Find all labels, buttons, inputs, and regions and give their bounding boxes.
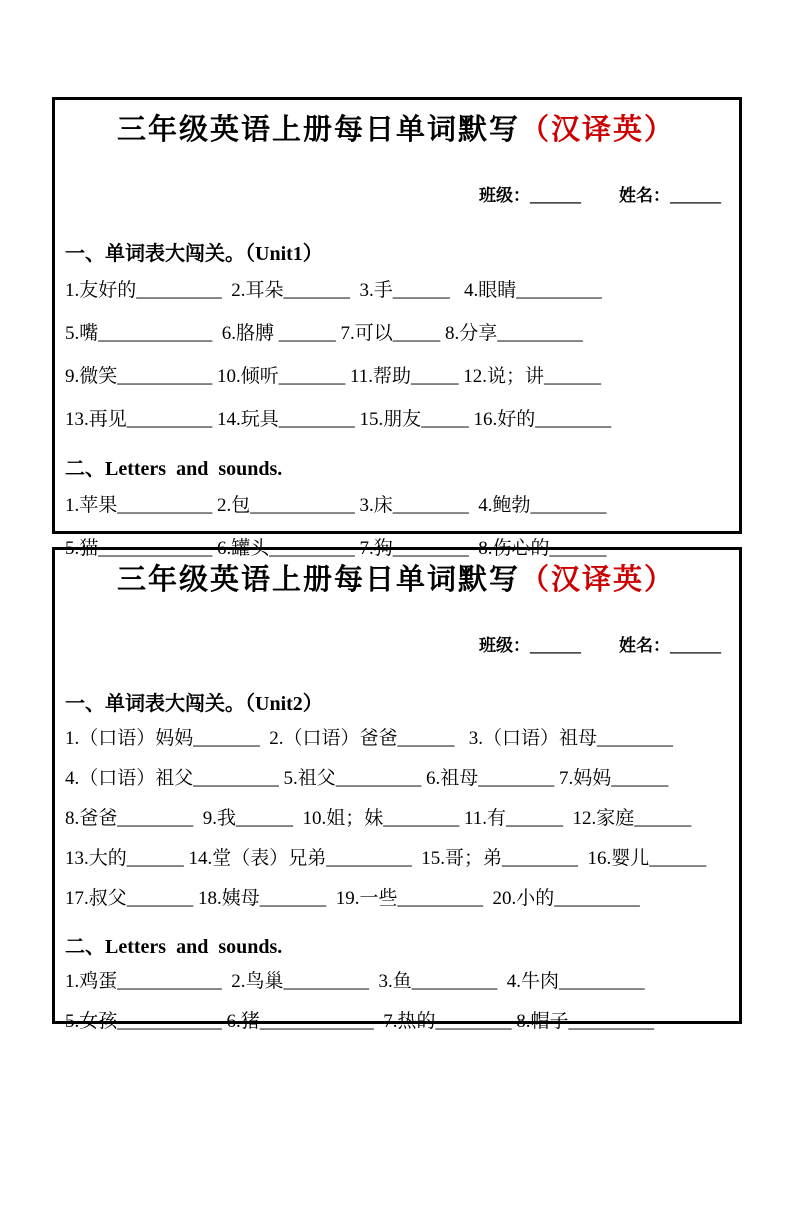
title-annotation: （汉译英） — [520, 564, 676, 596]
word-line-5: 17.叔父_______ 18.姨母_______ 19.一些_________ 20.小的_________ — [65, 888, 640, 910]
title-annotation: （汉译英） — [520, 114, 676, 146]
title-text: 三年级英语上册每日单词默写 — [116, 114, 520, 146]
word-line-1: 1.友好的_________ 2.耳朵_______ 3.手______ 4.眼睛_________ — [65, 280, 602, 302]
class-field: 班级：______ — [479, 186, 581, 206]
worksheet-unit1 — [52, 97, 742, 560]
name-field: 姓名：______ — [619, 636, 721, 656]
class-field: 班级：______ — [479, 636, 581, 656]
word-line-2: 4.（口语）祖父_________ 5.祖父_________ 6.祖母________ 7.妈妈______ — [65, 768, 669, 790]
worksheet-unit2 — [52, 547, 742, 1033]
word-line-4: 13.再见_________ 14.玩具________ 15.朋友_____ 16.好的________ — [65, 409, 612, 431]
letters-line-1: 1.鸡蛋___________ 2.鸟巢_________ 3.鱼_________ 4.牛肉_________ — [65, 971, 645, 993]
word-line-3: 8.爸爸________ 9.我______ 10.姐；妹________ 11.有______ 12.家庭______ — [65, 808, 692, 830]
word-line-4: 13.大的______ 14.堂（表）兄弟_________ 15.哥；弟________ 16.婴儿______ — [65, 848, 707, 870]
word-line-3: 9.微笑__________ 10.倾听_______ 11.帮助_____ 12.说；讲______ — [65, 366, 602, 388]
class-name-line — [65, 161, 727, 226]
letters-section-heading: 二、Letters and sounds. — [65, 936, 283, 959]
page-title — [65, 112, 727, 148]
letters-line-1: 1.苹果__________ 2.包___________ 3.床________ 4.鲍勃________ — [65, 495, 607, 517]
letters-section-heading: 二、Letters and sounds. — [65, 458, 283, 481]
word-line-1: 1.（口语）妈妈_______ 2.（口语）爸爸______ 3.（口语）祖母________ — [65, 728, 674, 750]
letters-line-2: 5.猫____________ 6.罐头_________ 7.狗________ 8.伤心的______ — [65, 538, 607, 560]
words-section-heading: 一、单词表大闯关。（Unit2） — [65, 693, 323, 716]
title-text: 三年级英语上册每日单词默写 — [116, 564, 520, 596]
word-line-2: 5.嘴____________ 6.胳膊 ______ 7.可以_____ 8.分享_________ — [65, 323, 583, 345]
page-title — [65, 562, 727, 598]
words-section-heading: 一、单词表大闯关。（Unit1） — [65, 243, 323, 266]
name-field: 姓名：______ — [619, 186, 721, 206]
letters-line-2: 5.女孩___________ 6.猪____________ 7.热的________ 8.帽子_________ — [65, 1011, 655, 1033]
class-name-line — [65, 611, 727, 676]
